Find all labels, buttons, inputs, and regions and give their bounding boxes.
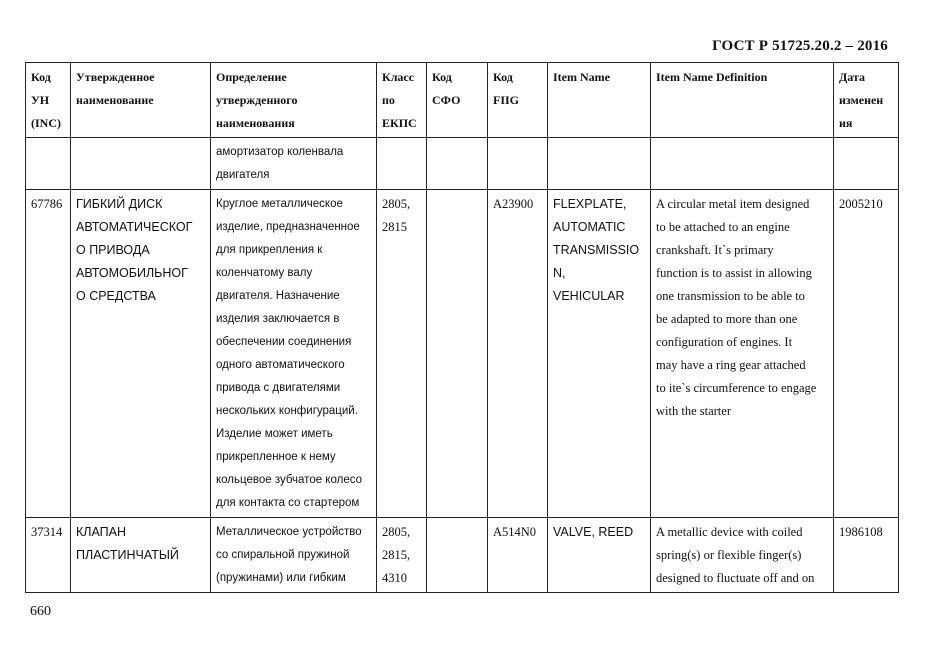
col-header-ekps-class: Класс по ЕКПС xyxy=(377,63,427,138)
cell-sfo xyxy=(427,518,488,593)
cell-inc: 37314 xyxy=(26,518,71,593)
cell-item-name: FLEXPLATE, AUTOMATIC TRANSMISSIO N, VEHICULAR xyxy=(548,190,651,518)
col-header-change-date: Дата изменен ия xyxy=(834,63,899,138)
cell-date: 2005210 xyxy=(834,190,899,518)
cell-ekps: 2805, 2815 xyxy=(377,190,427,518)
cell-definition-ru: Круглое металлическое изделие, предназначенное для прикрепления к коленчатому валу двигателя. Назначение изделия заключается в обеспечении соединения одного автоматического привода с двигателями нескольких конфигураций. Изделие может иметь прикрепленное к нему кольцевое зубчатое колесо для контакта со стартером xyxy=(211,190,377,518)
cell-name-ru: КЛАПАН ПЛАСТИНЧАТЫЙ xyxy=(71,518,211,593)
cell-ekps: 2805, 2815, 4310 xyxy=(377,518,427,593)
cell-date: 1986108 xyxy=(834,518,899,593)
col-header-sfo-code: Код СФО xyxy=(427,63,488,138)
document-standard-header: ГОСТ Р 51725.20.2 – 2016 xyxy=(712,38,888,54)
col-header-item-name: Item Name xyxy=(548,63,651,138)
col-header-fiig-code: Код FIIG xyxy=(488,63,548,138)
cell-name-ru: ГИБКИЙ ДИСК АВТОМАТИЧЕСКОГ О ПРИВОДА АВТОМОБИЛЬНОГ О СРЕДСТВА xyxy=(71,190,211,518)
table-row xyxy=(26,518,899,593)
table-header-row xyxy=(26,63,899,138)
col-header-item-name-definition: Item Name Definition xyxy=(651,63,834,138)
cell-fiig: A514N0 xyxy=(488,518,548,593)
cell-sfo xyxy=(427,138,488,190)
cell-definition-ru: Металлическое устройство со спиральной пружиной (пружинами) или гибким xyxy=(211,518,377,593)
cell-inc: 67786 xyxy=(26,190,71,518)
col-header-approved-name: Утвержденное наименование xyxy=(71,63,211,138)
cell-inc xyxy=(26,138,71,190)
cell-item-def: A circular metal item designed to be attached to an engine crankshaft. It`s primary function is to assist in allowing one transmission to be able to be adapted to more than one configuration of engines. It may have a ring gear attached to ite`s circumference to engage with the starter xyxy=(651,190,834,518)
cell-item-def: A metallic device with coiled spring(s) or flexible finger(s) designed to fluctuate off and on xyxy=(651,518,834,593)
cell-date xyxy=(834,138,899,190)
cell-fiig xyxy=(488,138,548,190)
cell-item-name: VALVE, REED xyxy=(548,518,651,593)
cell-ekps xyxy=(377,138,427,190)
table-row-continuation xyxy=(26,138,899,190)
cell-item-def xyxy=(651,138,834,190)
col-header-inc: Код УН (INC) xyxy=(26,63,71,138)
col-header-definition: Определение утвержденного наименования xyxy=(211,63,377,138)
cell-fiig: A23900 xyxy=(488,190,548,518)
cell-sfo xyxy=(427,190,488,518)
cell-definition-ru: амортизатор коленвала двигателя xyxy=(211,138,377,190)
table-row xyxy=(26,190,899,518)
classifier-table xyxy=(25,62,899,593)
cell-item-name xyxy=(548,138,651,190)
page-number: 660 xyxy=(30,604,51,619)
cell-name-ru xyxy=(71,138,211,190)
